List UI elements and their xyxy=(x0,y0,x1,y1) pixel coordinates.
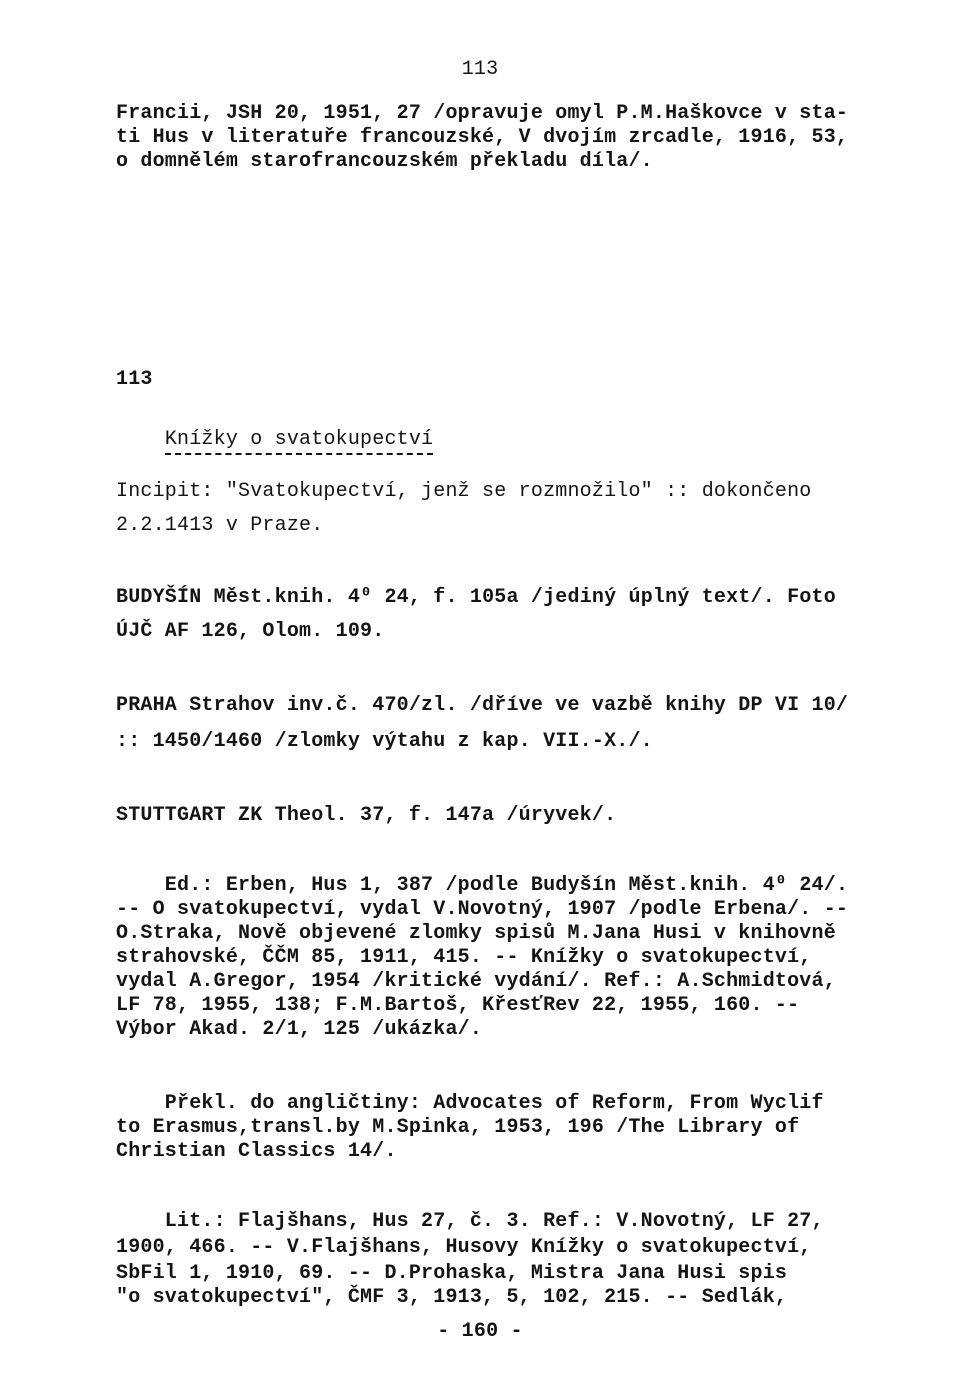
page-number-top: 113 xyxy=(461,58,499,81)
editions-line: O.Straka, Nově objevené zlomky spisů M.Jana Husi v knihovně xyxy=(116,922,836,945)
literature-line: SbFil 1, 1910, 69. -- D.Prohaska, Mistra Jana Husi spis xyxy=(116,1262,788,1285)
intro-line: Francii, JSH 20, 1951, 27 /opravuje omyl P.M.Haškovce v sta- xyxy=(116,102,849,125)
manuscript-line: BUDYŠÍN Měst.knih. 4⁰ 24, f. 105a /jediný úplný text/. Foto xyxy=(116,586,836,609)
intro-line: o domnělém starofrancouzském překladu díla/. xyxy=(116,150,653,173)
editions-line: Výbor Akad. 2/1, 125 /ukázka/. xyxy=(116,1018,483,1041)
manuscript-line: PRAHA Strahov inv.č. 470/zl. /dříve ve vazbě knihy DP VI 10/ xyxy=(116,694,849,717)
literature-line: 1900, 466. -- V.Flajšhans, Husovy Knížky o svatokupectví, xyxy=(116,1236,812,1259)
editions-line: strahovské, ČČM 85, 1911, 415. -- Knížky o svatokupectví, xyxy=(116,946,812,969)
incipit-line: Incipit: "Svatokupectví, jenž se rozmnožilo" :: dokončeno xyxy=(116,480,812,503)
editions-line: LF 78, 1955, 138; F.M.Bartoš, KřesťRev 22, 1955, 160. -- xyxy=(116,994,800,1017)
page-number-bottom: - 160 - xyxy=(437,1320,523,1343)
intro-line: ti Hus v literatuře francouzské, V dvojím zrcadle, 1916, 53, xyxy=(116,126,849,149)
entry-number: 113 xyxy=(116,368,153,391)
entry-title xyxy=(116,404,433,476)
entry-title-text: Knížky o svatokupectví xyxy=(165,428,433,455)
manuscript-line: :: 1450/1460 /zlomky výtahu z kap. VII.-X./. xyxy=(116,730,653,753)
incipit-line: 2.2.1413 v Praze. xyxy=(116,514,324,537)
stuttgart-line: STUTTGART ZK Theol. 37, f. 147a /úryvek/. xyxy=(116,804,617,827)
translation-line: to Erasmus,transl.by M.Spinka, 1953, 196 /The Library of xyxy=(116,1116,800,1139)
manuscript-line: ÚJČ AF 126, Olom. 109. xyxy=(116,620,385,643)
editions-line: -- O svatokupectví, vydal V.Novotný, 1907 /podle Erbena/. -- xyxy=(116,898,849,921)
editions-line: Ed.: Erben, Hus 1, 387 /podle Budyšín Měst.knih. 4⁰ 24/. xyxy=(116,874,849,897)
literature-line: Lit.: Flajšhans, Hus 27, č. 3. Ref.: V.Novotný, LF 27, xyxy=(116,1210,824,1233)
translation-line: Překl. do angličtiny: Advocates of Reform, From Wyclif xyxy=(116,1092,824,1115)
literature-line: "o svatokupectví", ČMF 3, 1913, 5, 102, 215. -- Sedlák, xyxy=(116,1286,788,1309)
editions-line: vydal A.Gregor, 1954 /kritické vydání/. Ref.: A.Schmidtová, xyxy=(116,970,836,993)
translation-line: Christian Classics 14/. xyxy=(116,1140,397,1163)
